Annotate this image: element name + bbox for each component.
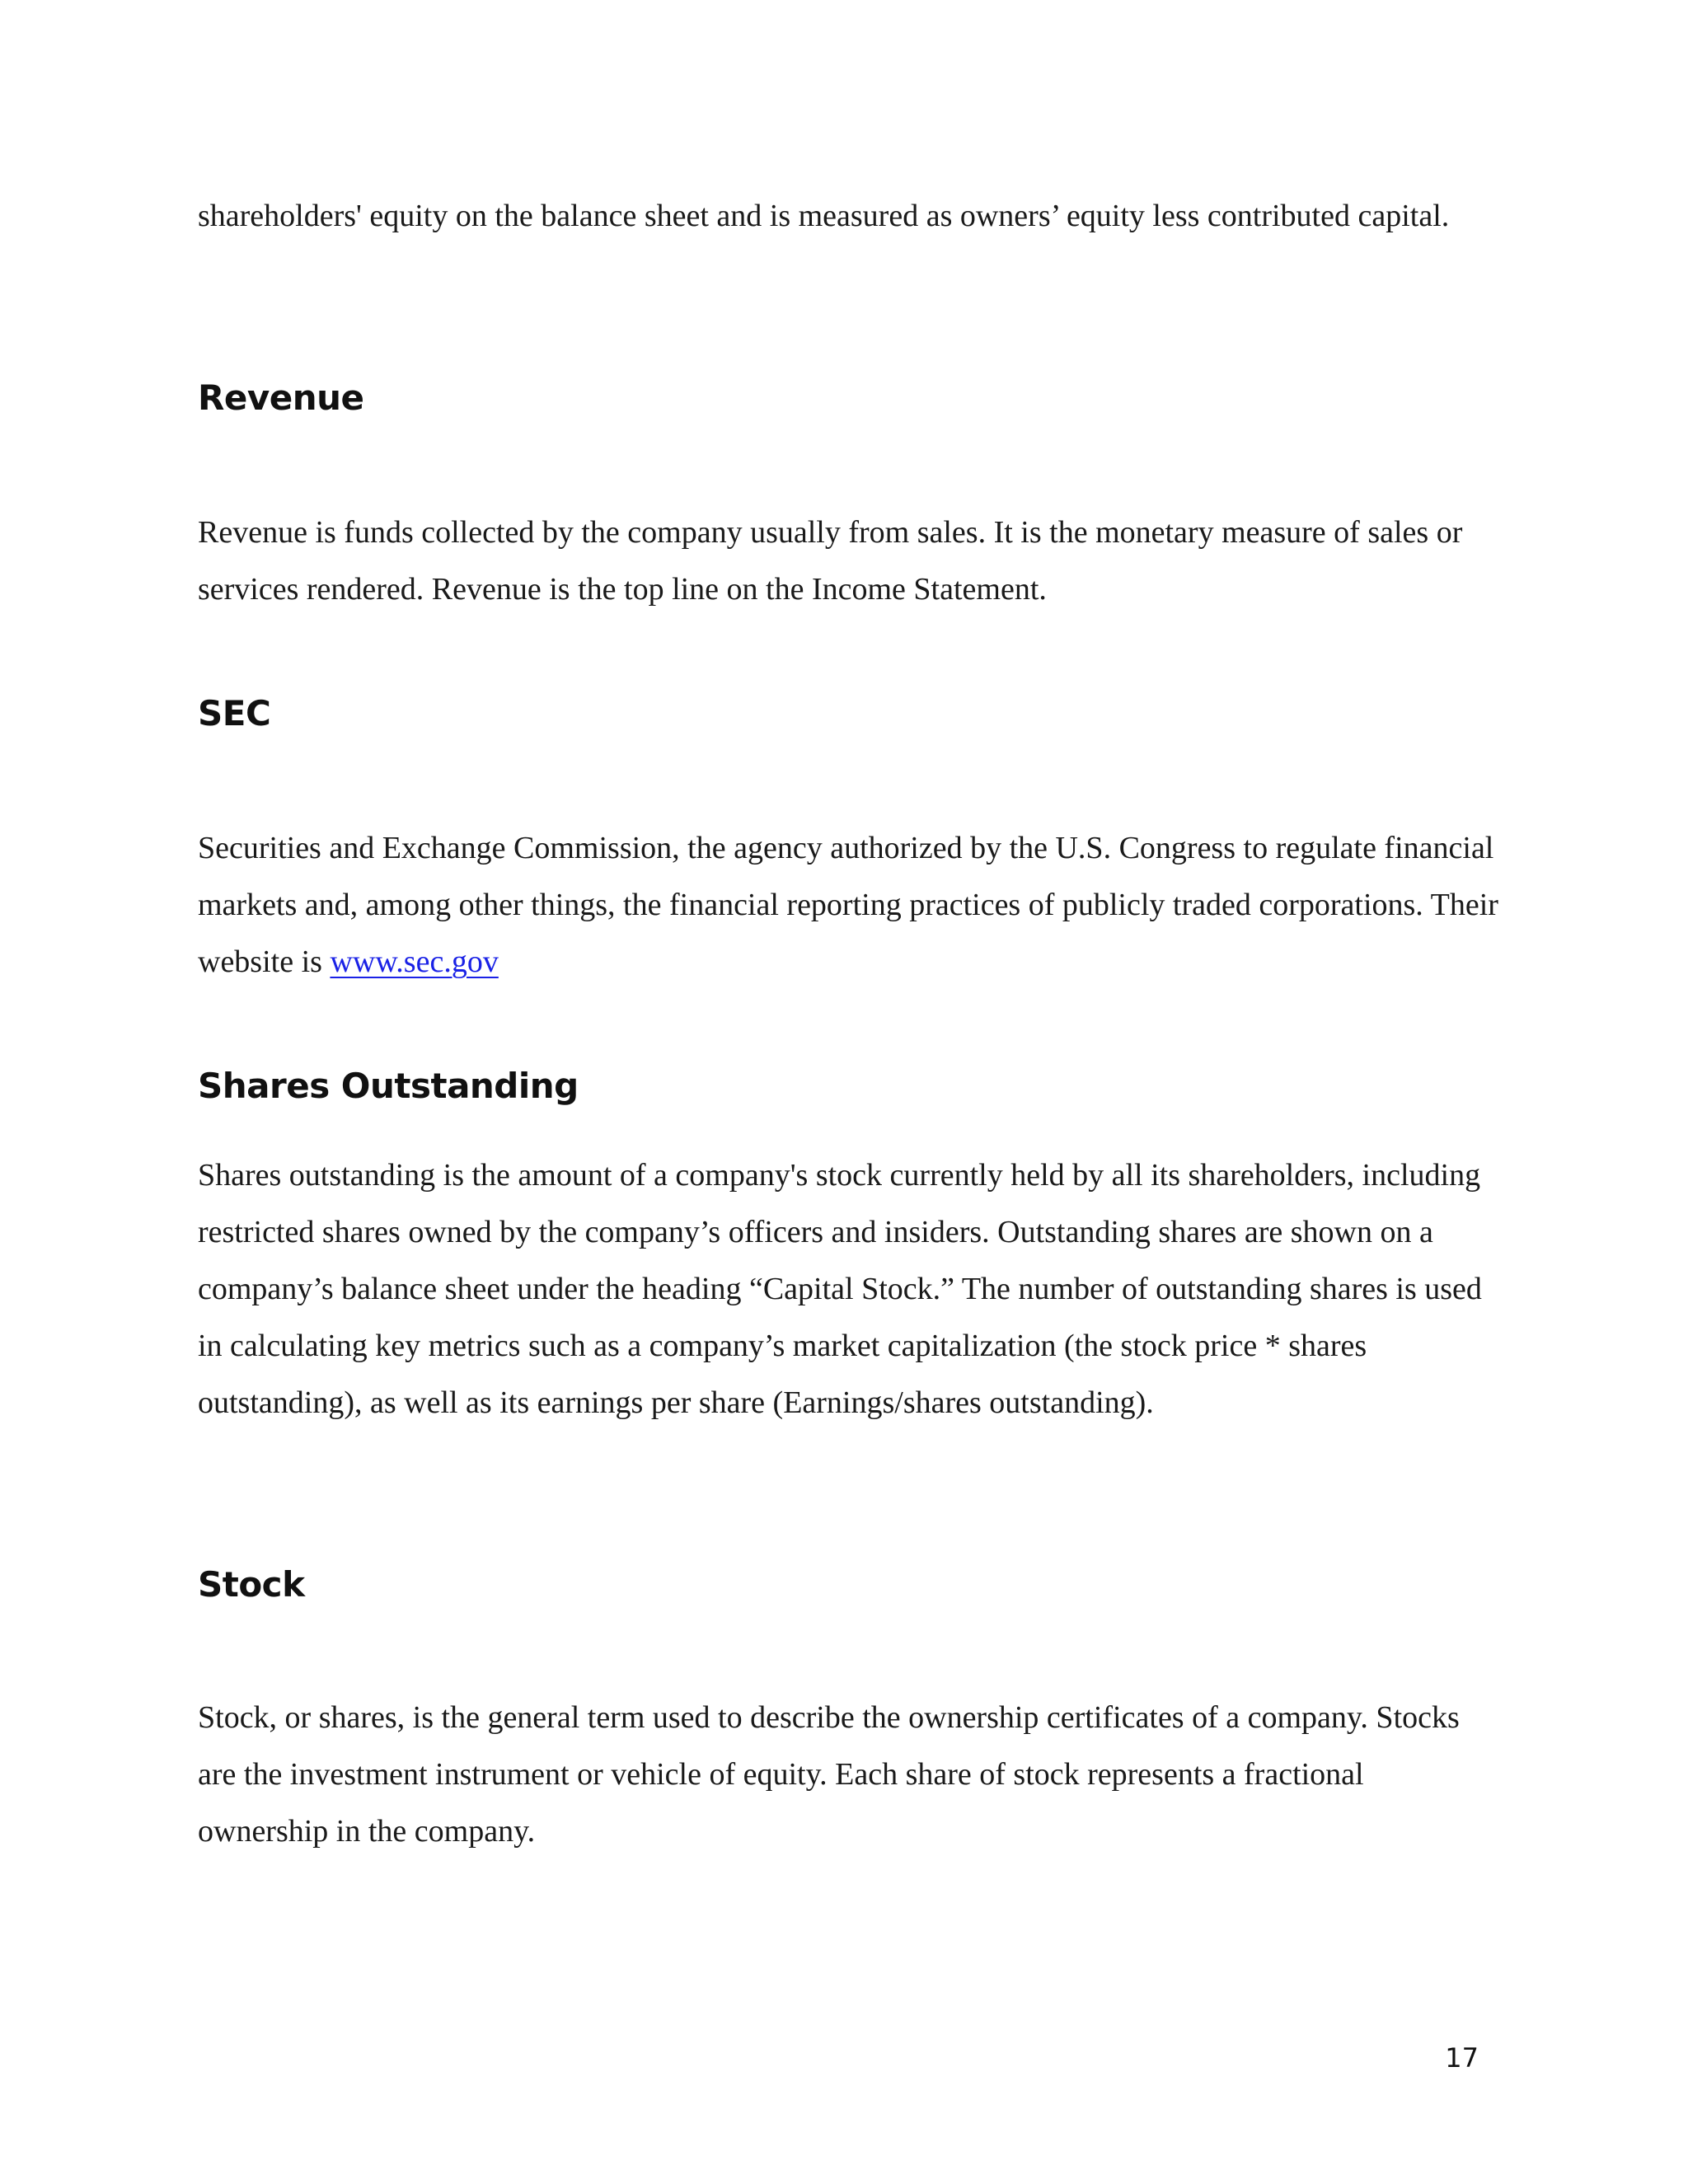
heading-shares-outstanding: Shares Outstanding [198,1066,579,1106]
heading-stock: Stock [198,1564,305,1605]
shares-outstanding-paragraph: Shares outstanding is the amount of a company's stock currently held by all its shareholders, including restricted shares owned by the company’s officers and insiders. Outstanding shares are shown on a company’s balance sheet under the heading “Capital Stock.” The number of outstanding shares is used in calculating key metrics such as a company’s market capitalization (the stock price * shares outstanding), as well as its earnings per share (Earnings/shares outstanding). [198,1158,1482,1420]
page-number: 17 [1445,2042,1479,2074]
heading-sec: SEC [198,693,271,733]
continuation-paragraph: shareholders' equity on the balance sheet and is measured as owners’ equity less contributed capital. [198,199,1450,233]
heading-revenue: Revenue [198,377,364,418]
sec-paragraph [198,820,1500,991]
sec-paragraph-text: Securities and Exchange Commission, the agency authorized by the U.S. Congress to regulate financial markets and, among other things, the financial reporting practices of publicly traded corporations. Their website is [198,831,1498,979]
sec-website-link[interactable]: www.sec.gov [330,944,499,979]
stock-paragraph: Stock, or shares, is the general term used to describe the ownership certificates of a company. Stocks are the investment instrument or vehicle of equity. Each share of stock represents a fractional ownership in the company. [198,1700,1460,1849]
revenue-paragraph: Revenue is funds collected by the company usually from sales. It is the monetary measure of sales or services rendered. Revenue is the top line on the Income Statement. [198,515,1463,607]
